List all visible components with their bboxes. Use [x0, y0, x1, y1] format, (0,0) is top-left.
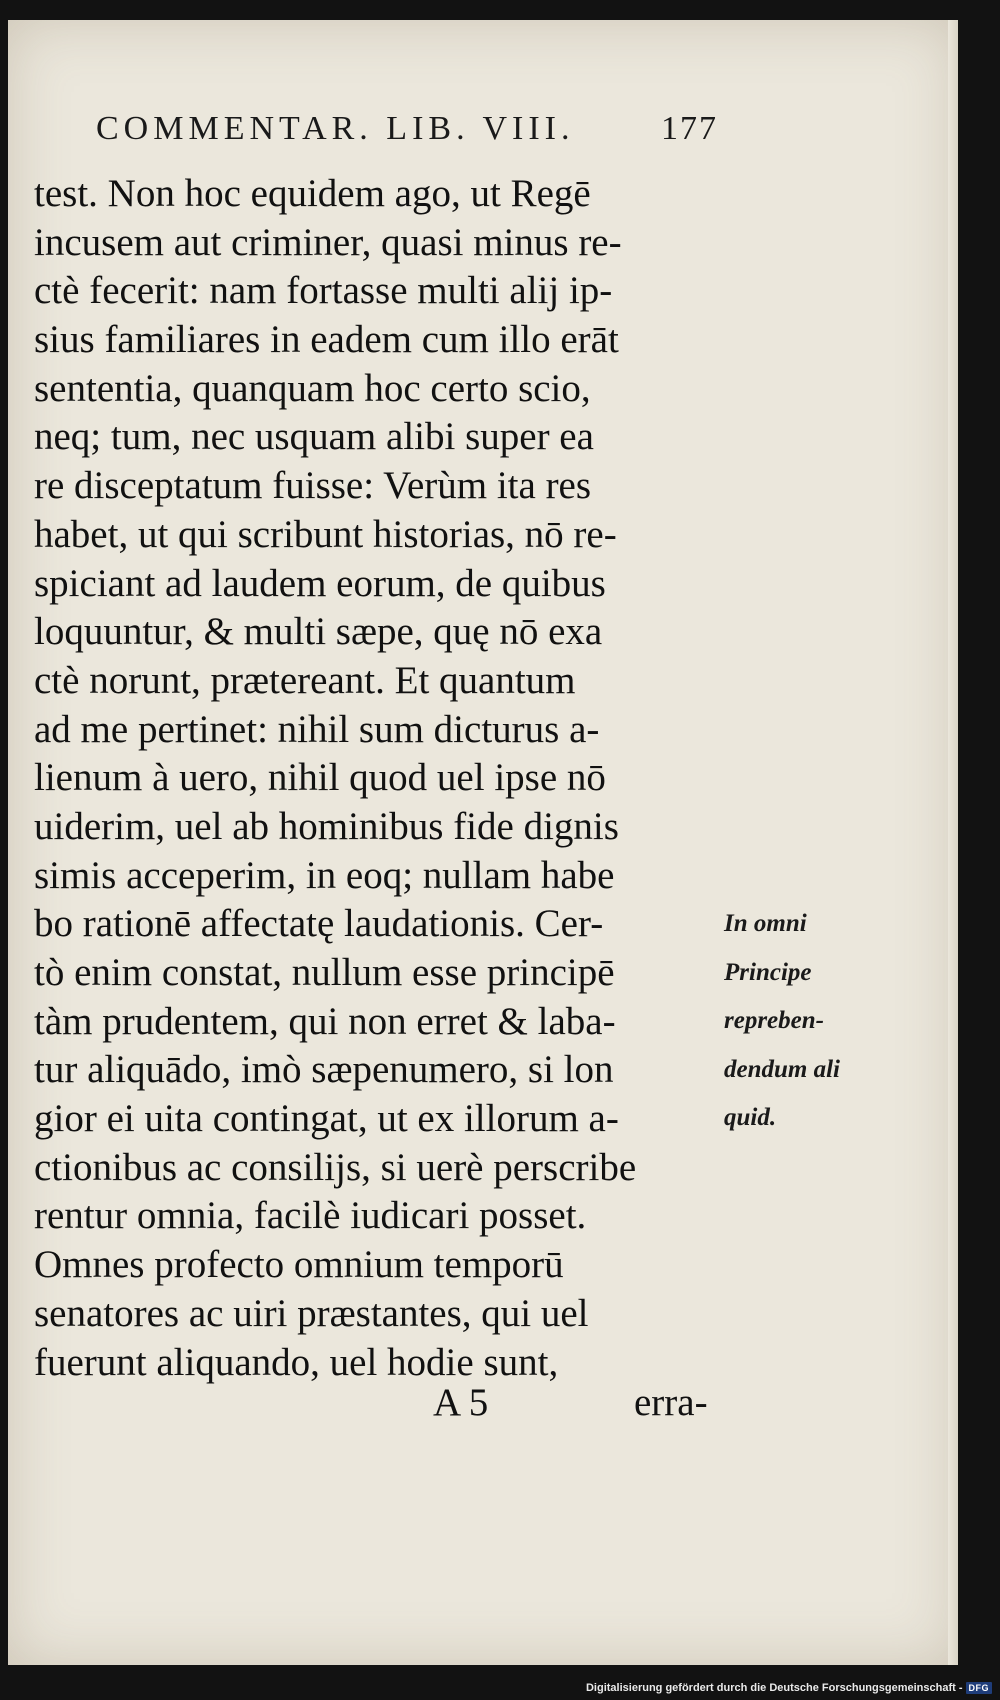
text-line: senatores ac uiri præstantes, qui uel: [34, 1291, 589, 1335]
text-line: ctè fecerit: nam fortasse multi alij ip-: [34, 269, 613, 313]
credit-text: Digitalisierung gefördert durch die Deutsche Forschungsgemeinschaft -: [585, 1682, 963, 1694]
text-line: sententia, quanquam hoc certo scio,: [34, 366, 591, 410]
page-footer: [8, 1380, 708, 1430]
digitization-credit: [586, 1682, 992, 1694]
dfg-logo: DFG: [966, 1682, 993, 1694]
text-line: uiderim, uel ab hominibus fide dignis: [34, 804, 619, 848]
margin-note-line: dendum ali: [724, 1055, 840, 1083]
margin-note-line: Principe: [724, 958, 812, 986]
text-line: sius familiares in eadem cum illo erāt: [34, 318, 619, 362]
text-line: tur aliquādo, imò sæpenumero, si lon: [34, 1048, 614, 1092]
text-line: gior ei uita contingat, ut ex illorum a-: [34, 1097, 619, 1141]
text-line: habet, ut qui scribunt historias, nō re-: [34, 512, 617, 556]
text-line: incusem aut criminer, quasi minus re-: [34, 220, 622, 264]
margin-note-line: quid.: [724, 1104, 777, 1131]
text-line: test. Non hoc equidem ago, ut Regē: [34, 172, 591, 215]
text-line: neq; tum, nec usquam alibi super ea: [34, 415, 594, 459]
margin-note-line: In omni: [724, 910, 807, 937]
text-line: ad me pertinet: nihil sum dicturus a-: [34, 707, 600, 751]
text-line: loquuntur, & multi sæpe, quę nō exa: [34, 610, 603, 654]
text-line: fuerunt aliquando, uel hodie sunt,: [34, 1340, 559, 1384]
text-line: lienum à uero, nihil quod uel ipse nō: [34, 756, 606, 800]
running-head: [96, 110, 716, 148]
text-line: Omnes profecto omnium temporū: [34, 1243, 564, 1287]
signature-mark: A 5: [433, 1381, 489, 1424]
text-line: ctionibus ac consilijs, si uerè perscribe: [34, 1145, 637, 1189]
body-text: [34, 170, 724, 1387]
text-line: bo rationē affectatę laudationis. Cer-: [34, 902, 604, 946]
book-page: [8, 20, 958, 1665]
margin-note: [724, 900, 874, 1143]
catchword: erra-: [634, 1381, 708, 1424]
running-head-title: COMMENTAR. LIB. VIII.: [96, 110, 575, 147]
text-line: tò enim constat, nullum esse principē: [34, 951, 615, 994]
text-line: simis acceperim, in eoq; nullam habe: [34, 853, 615, 897]
text-line: spiciant ad laudem eorum, de quibus: [34, 561, 606, 605]
text-line: rentur omnia, facilè iudicari posset.: [34, 1194, 587, 1238]
page-edge: [948, 20, 958, 1665]
text-line: tàm prudentem, qui non erret & laba-: [34, 999, 616, 1043]
text-line: re disceptatum fuisse: Verùm ita res: [34, 464, 592, 508]
margin-note-line: repreben-: [724, 1007, 824, 1034]
text-line: ctè norunt, prætereant. Et quantum: [34, 658, 576, 702]
page-number: 177: [661, 110, 718, 147]
